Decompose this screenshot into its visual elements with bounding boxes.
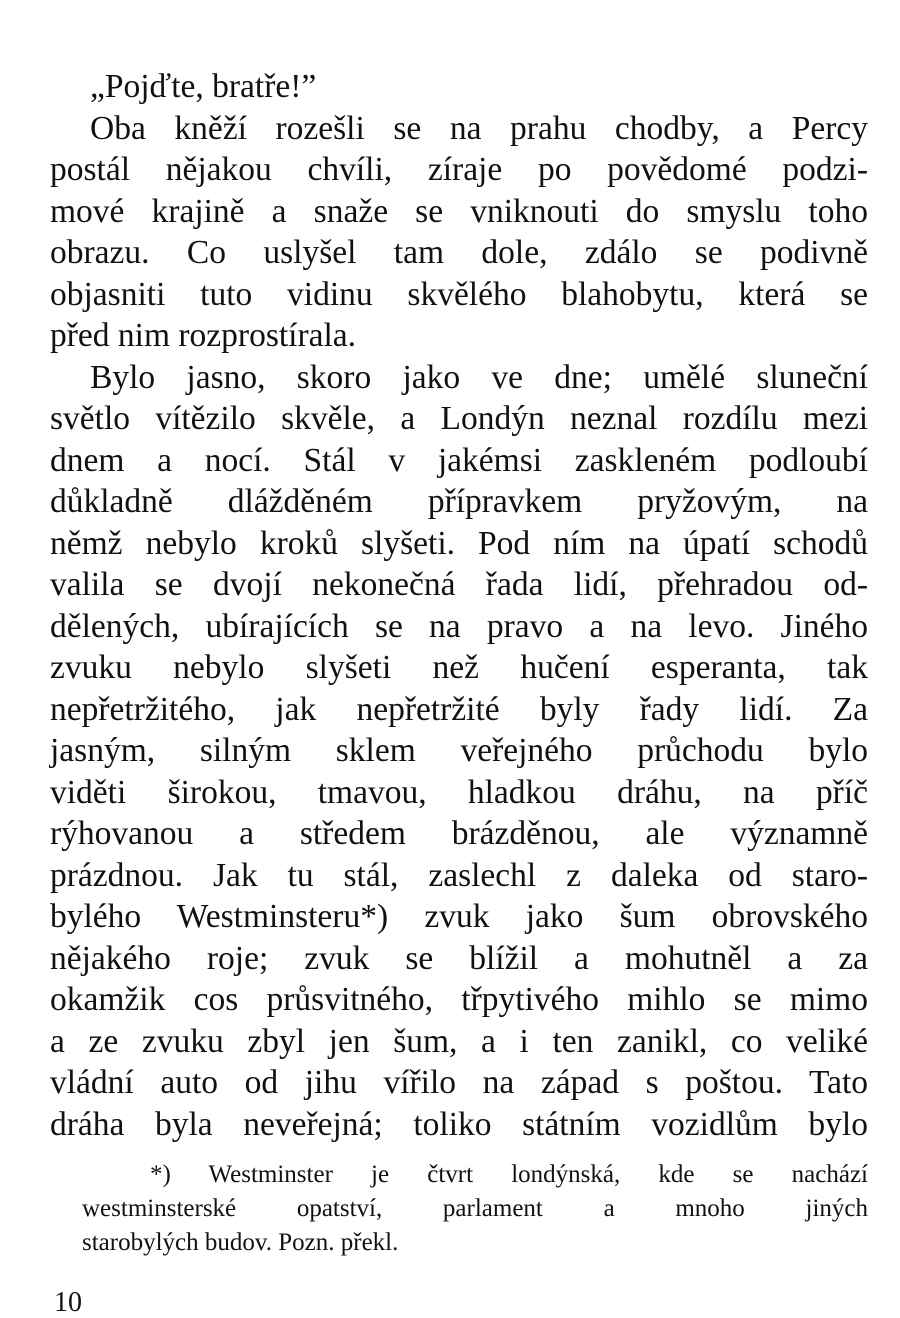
text-line: a ze zvuku zbyl jen šum, a i ten zanikl, co veliké bbox=[50, 1022, 868, 1060]
body-text bbox=[50, 66, 868, 1145]
text-line: Bylo jasno, skoro jako ve dne; umělé sluneční bbox=[90, 358, 868, 396]
text-line: nějakého roje; zvuk se blížil a mohutněl a za bbox=[50, 939, 868, 977]
text-line: objasniti tuto vidinu skvělého blahobytu, která se bbox=[50, 275, 868, 313]
text-line: dnem a nocí. Stál v jakémsi zaskleném podloubí bbox=[50, 441, 868, 479]
text-line: prázdnou. Jak tu stál, zaslechl z daleka od staro- bbox=[50, 856, 868, 894]
footnote-line: *) Westminster je čtvrt londýnská, kde se nachází bbox=[150, 1161, 868, 1188]
text-line: „Pojďte, bratře!” bbox=[90, 68, 317, 105]
text-line: zvuku nebylo slyšeti než hučení esperanta, tak bbox=[50, 649, 868, 686]
text-line: dělených, ubírajících se na pravo a na levo. Jiného bbox=[50, 607, 868, 645]
text-line: valila se dvojí nekonečná řada lidí, přehradou od- bbox=[50, 566, 868, 603]
text-line: rýhovanou a středem brázděnou, ale významně bbox=[50, 815, 868, 852]
text-line: světlo vítězilo skvěle, a Londýn neznal rozdílu mezi bbox=[50, 400, 868, 437]
text-line: postál nějakou chvíli, zíraje po povědomé podzi- bbox=[50, 151, 868, 188]
footnote-line: starobylých budov. Pozn. překl. bbox=[82, 1229, 399, 1256]
text-line: mové krajině a snaže se vniknouti do smyslu toho bbox=[50, 192, 868, 230]
text-line: vládní auto od jihu vířilo na západ s poštou. Tato bbox=[50, 1064, 868, 1101]
text-line: němž nebylo kroků slyšeti. Pod ním na úpatí schodů bbox=[50, 524, 868, 562]
text-line: bylého Westminsteru*) zvuk jako šum obrovského bbox=[50, 898, 868, 935]
text-line: okamžik cos průsvitného, třpytivého mihlo se mimo bbox=[50, 981, 868, 1018]
text-line: důkladně dlážděném přípravkem pryžovým, na bbox=[50, 483, 868, 520]
footnote bbox=[50, 1158, 868, 1260]
text-line: dráha byla neveřejná; toliko státním vozidlům bylo bbox=[50, 1105, 868, 1143]
text-line: obrazu. Co uslyšel tam dole, zdálo se podivně bbox=[50, 234, 868, 271]
text-line: nepřetržitého, jak nepřetržité byly řady lidí. Za bbox=[50, 690, 868, 728]
page-number: 10 bbox=[54, 1287, 82, 1318]
text-line: jasným, silným sklem veřejného průchodu bylo bbox=[50, 732, 868, 769]
text-line: před nim rozprostírala. bbox=[50, 317, 357, 354]
footnote-line: westminsterské opatství, parlament a mnoho jiných bbox=[82, 1195, 868, 1222]
text-line: viděti širokou, tmavou, hladkou dráhu, na příč bbox=[50, 773, 868, 811]
text-line: Oba kněží rozešli se na prahu chodby, a Percy bbox=[90, 109, 868, 147]
